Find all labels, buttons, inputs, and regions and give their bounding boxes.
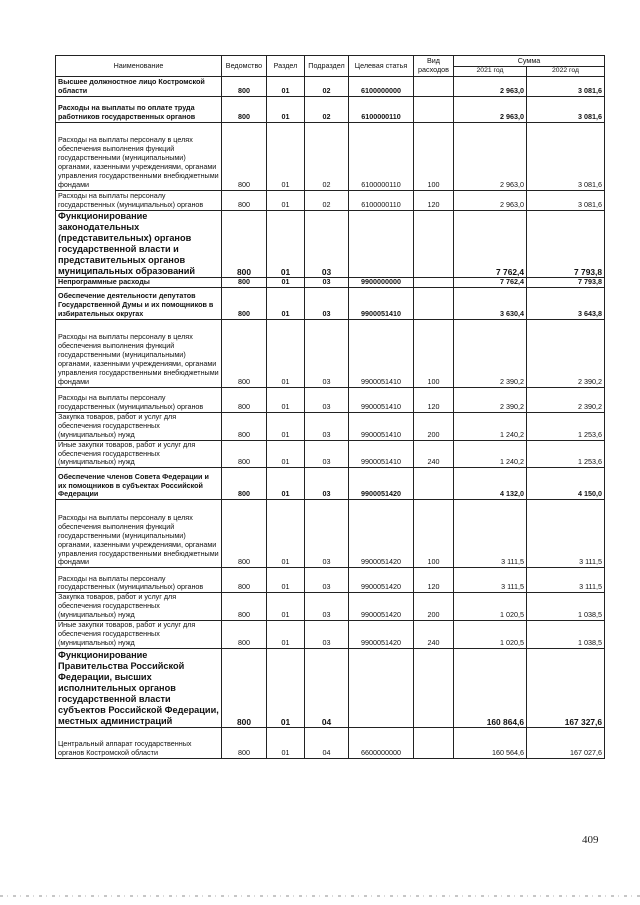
table-row (56, 621, 605, 649)
row-target: 9900051420 (349, 593, 414, 621)
header-sum: Сумма (454, 56, 605, 67)
header-section: Раздел (267, 56, 305, 77)
table-row (56, 277, 605, 287)
table-row (56, 593, 605, 621)
row-ministry: 800 (222, 568, 267, 593)
row-sum-2022: 4 150,0 (527, 468, 605, 500)
page-number: 409 (582, 834, 599, 846)
table-row (56, 648, 605, 727)
row-sum-2021: 2 390,2 (454, 387, 527, 412)
table-row (56, 96, 605, 122)
row-name: Обеспечение членов Совета Федерации и их помощников в субъектах Российской Федерации (56, 468, 222, 500)
row-target: 9900051410 (349, 387, 414, 412)
row-name: Обеспечение деятельности депутатов Государственной Думы и их помощников в избирательных округах (56, 287, 222, 319)
row-subsection: 03 (305, 500, 349, 568)
row-section: 01 (267, 568, 305, 593)
row-section: 01 (267, 76, 305, 96)
row-subsection: 03 (305, 621, 349, 649)
row-target: 9900000000 (349, 277, 414, 287)
row-subsection: 03 (305, 468, 349, 500)
row-name: Закупка товаров, работ и услуг для обеспечения государственных (муниципальных) нужд (56, 593, 222, 621)
table-row (56, 727, 605, 758)
row-ministry: 800 (222, 440, 267, 468)
table-row (56, 76, 605, 96)
row-ministry: 800 (222, 468, 267, 500)
table-row (56, 122, 605, 190)
header-expense-type: Вид расходов (414, 56, 454, 77)
row-expense-type: 120 (414, 387, 454, 412)
row-name: Высшее должностное лицо Костромской области (56, 76, 222, 96)
row-section: 01 (267, 387, 305, 412)
row-expense-type: 120 (414, 190, 454, 210)
row-target: 9900051420 (349, 568, 414, 593)
row-target: 9900051410 (349, 319, 414, 387)
row-sum-2022: 1 253,6 (527, 440, 605, 468)
row-subsection: 02 (305, 76, 349, 96)
row-subsection: 02 (305, 122, 349, 190)
row-target: 9900051410 (349, 412, 414, 440)
row-expense-type (414, 96, 454, 122)
row-section: 01 (267, 593, 305, 621)
row-target: 6600000000 (349, 727, 414, 758)
table-row (56, 210, 605, 277)
row-expense-type (414, 468, 454, 500)
row-subsection: 03 (305, 568, 349, 593)
row-sum-2021: 3 630,4 (454, 287, 527, 319)
row-expense-type: 200 (414, 593, 454, 621)
row-sum-2022: 2 390,2 (527, 387, 605, 412)
header-name: Наименование (56, 56, 222, 77)
row-expense-type: 100 (414, 122, 454, 190)
row-sum-2021: 1 020,5 (454, 593, 527, 621)
row-subsection: 03 (305, 210, 349, 277)
row-subsection: 02 (305, 96, 349, 122)
row-ministry: 800 (222, 96, 267, 122)
row-ministry: 800 (222, 76, 267, 96)
row-sum-2022: 7 793,8 (527, 277, 605, 287)
row-sum-2022: 2 390,2 (527, 319, 605, 387)
row-section: 01 (267, 96, 305, 122)
row-name: Иные закупки товаров, работ и услуг для обеспечения государственных (муниципальных) нужд (56, 440, 222, 468)
row-name: Расходы на выплаты персоналу государственных (муниципальных) органов (56, 568, 222, 593)
row-section: 01 (267, 727, 305, 758)
row-target: 9900051410 (349, 287, 414, 319)
header-target: Целевая статья (349, 56, 414, 77)
row-section: 01 (267, 277, 305, 287)
row-sum-2021: 2 963,0 (454, 190, 527, 210)
row-target: 6100000110 (349, 122, 414, 190)
row-section: 01 (267, 440, 305, 468)
row-name: Расходы на выплаты по оплате труда работников государственных органов (56, 96, 222, 122)
row-ministry: 800 (222, 319, 267, 387)
row-sum-2021: 2 963,0 (454, 122, 527, 190)
row-name: Функционирование Правительства Российской Федерации, высших исполнительных органов государственной власти субъектов Российской Федерации, местных администраций (56, 648, 222, 727)
header-subsection: Подраздел (305, 56, 349, 77)
header-year-2021: 2021 год (454, 67, 527, 77)
row-name: Расходы на выплаты персоналу государственных (муниципальных) органов (56, 190, 222, 210)
row-sum-2021: 2 390,2 (454, 319, 527, 387)
row-expense-type (414, 277, 454, 287)
row-ministry: 800 (222, 190, 267, 210)
row-name: Функционирование законодательных (представительных) органов государственной власти и представительных органов муниципальных образований (56, 210, 222, 277)
row-ministry: 800 (222, 387, 267, 412)
row-subsection: 03 (305, 412, 349, 440)
table-row (56, 287, 605, 319)
row-section: 01 (267, 319, 305, 387)
row-name: Расходы на выплаты персоналу государственных (муниципальных) органов (56, 387, 222, 412)
row-name: Непрограммные расходы (56, 277, 222, 287)
row-sum-2022: 1 038,5 (527, 621, 605, 649)
row-expense-type (414, 287, 454, 319)
row-target: 6100000000 (349, 76, 414, 96)
row-ministry: 800 (222, 287, 267, 319)
row-ministry: 800 (222, 277, 267, 287)
row-ministry: 800 (222, 412, 267, 440)
row-sum-2022: 3 081,6 (527, 76, 605, 96)
row-sum-2022: 1 253,6 (527, 412, 605, 440)
row-sum-2021: 3 111,5 (454, 568, 527, 593)
row-expense-type: 240 (414, 621, 454, 649)
row-sum-2021: 1 240,2 (454, 412, 527, 440)
row-section: 01 (267, 468, 305, 500)
header-ministry: Ведомство (222, 56, 267, 77)
row-expense-type (414, 648, 454, 727)
row-sum-2022: 3 643,8 (527, 287, 605, 319)
row-sum-2021: 4 132,0 (454, 468, 527, 500)
row-ministry: 800 (222, 648, 267, 727)
row-name: Иные закупки товаров, работ и услуг для обеспечения государственных (муниципальных) нужд (56, 621, 222, 649)
row-sum-2022: 3 111,5 (527, 568, 605, 593)
row-section: 01 (267, 412, 305, 440)
row-sum-2022: 3 081,6 (527, 122, 605, 190)
row-subsection: 04 (305, 648, 349, 727)
row-sum-2022: 3 081,6 (527, 190, 605, 210)
row-target: 9900051420 (349, 621, 414, 649)
row-subsection: 03 (305, 319, 349, 387)
row-name: Расходы на выплаты персоналу в целях обеспечения выполнения функций государственными (муниципальными) органами, казенными учреждениями, органами управления государственными внебюджетными фондами (56, 319, 222, 387)
row-sum-2021: 2 963,0 (454, 96, 527, 122)
row-ministry: 800 (222, 621, 267, 649)
table-row (56, 387, 605, 412)
row-sum-2022: 3 111,5 (527, 500, 605, 568)
row-sum-2021: 1 240,2 (454, 440, 527, 468)
row-sum-2021: 3 111,5 (454, 500, 527, 568)
table-row (56, 440, 605, 468)
row-sum-2021: 1 020,5 (454, 621, 527, 649)
row-section: 01 (267, 500, 305, 568)
row-sum-2021: 160 864,6 (454, 648, 527, 727)
row-name: Расходы на выплаты персоналу в целях обеспечения выполнения функций государственными (муниципальными) органами, казенными учреждениями, органами управления государственными внебюджетными фондами (56, 122, 222, 190)
row-subsection: 03 (305, 440, 349, 468)
row-expense-type (414, 76, 454, 96)
row-target: 6100000110 (349, 96, 414, 122)
row-target: 6100000110 (349, 190, 414, 210)
table-row (56, 412, 605, 440)
row-sum-2022: 1 038,5 (527, 593, 605, 621)
row-ministry: 800 (222, 727, 267, 758)
header-year-2022: 2022 год (527, 67, 605, 77)
row-subsection: 03 (305, 277, 349, 287)
row-ministry: 800 (222, 210, 267, 277)
row-expense-type: 120 (414, 568, 454, 593)
row-ministry: 800 (222, 593, 267, 621)
row-expense-type (414, 210, 454, 277)
row-target: 9900051420 (349, 468, 414, 500)
row-target: 9900051420 (349, 500, 414, 568)
row-section: 01 (267, 122, 305, 190)
row-expense-type: 240 (414, 440, 454, 468)
budget-table (55, 55, 605, 759)
row-sum-2021: 7 762,4 (454, 277, 527, 287)
row-target (349, 648, 414, 727)
row-ministry: 800 (222, 500, 267, 568)
row-section: 01 (267, 287, 305, 319)
row-sum-2021: 2 963,0 (454, 76, 527, 96)
row-name: Центральный аппарат государственных органов Костромской области (56, 727, 222, 758)
row-subsection: 03 (305, 593, 349, 621)
row-name: Закупка товаров, работ и услуг для обеспечения государственных (муниципальных) нужд (56, 412, 222, 440)
row-section: 01 (267, 210, 305, 277)
table-row (56, 190, 605, 210)
row-expense-type: 100 (414, 319, 454, 387)
row-subsection: 04 (305, 727, 349, 758)
row-section: 01 (267, 648, 305, 727)
row-sum-2022: 7 793,8 (527, 210, 605, 277)
row-target: 9900051410 (349, 440, 414, 468)
row-name: Расходы на выплаты персоналу в целях обеспечения выполнения функций государственными (муниципальными) органами, казенными учреждениями, органами управления государственными внебюджетными фондами (56, 500, 222, 568)
table-row (56, 568, 605, 593)
table-row (56, 500, 605, 568)
row-subsection: 03 (305, 387, 349, 412)
row-expense-type (414, 727, 454, 758)
row-subsection: 03 (305, 287, 349, 319)
row-sum-2022: 3 081,6 (527, 96, 605, 122)
row-sum-2021: 160 564,6 (454, 727, 527, 758)
row-section: 01 (267, 190, 305, 210)
row-expense-type: 100 (414, 500, 454, 568)
table-header (56, 56, 605, 77)
row-ministry: 800 (222, 122, 267, 190)
row-sum-2022: 167 027,6 (527, 727, 605, 758)
scan-artifact-line (0, 895, 640, 897)
table-row (56, 468, 605, 500)
row-section: 01 (267, 621, 305, 649)
row-subsection: 02 (305, 190, 349, 210)
row-expense-type: 200 (414, 412, 454, 440)
table-row (56, 319, 605, 387)
row-sum-2022: 167 327,6 (527, 648, 605, 727)
table-body (56, 76, 605, 758)
row-sum-2021: 7 762,4 (454, 210, 527, 277)
row-target (349, 210, 414, 277)
